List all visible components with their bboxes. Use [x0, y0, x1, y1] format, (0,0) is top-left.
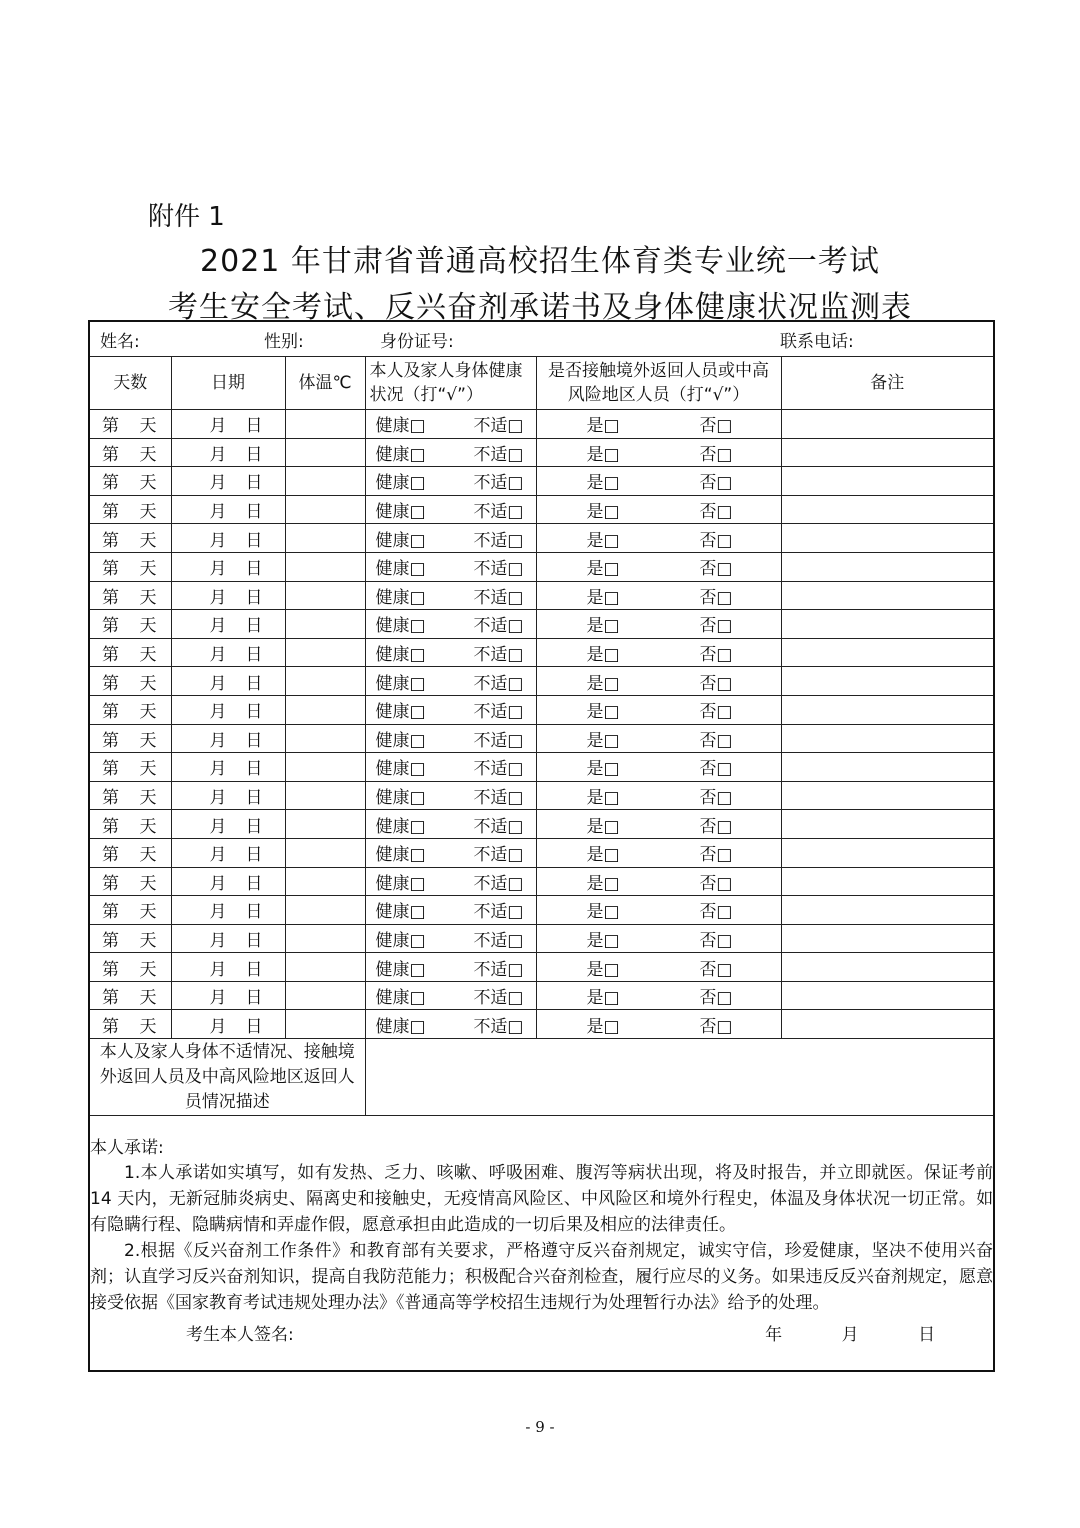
month-label: 月: [209, 873, 227, 894]
promise-title: 本人承诺:: [90, 1138, 164, 1159]
day-suffix: 天: [139, 788, 157, 809]
no-checkbox[interactable]: 否□: [699, 645, 733, 666]
month-label: 月: [209, 902, 227, 923]
title-line-2: 考生安全考试、反兴奋剂承诺书及身体健康状况监测表: [168, 290, 912, 325]
temp-cell[interactable]: [285, 867, 365, 896]
month-label: 月: [209, 416, 227, 437]
day-label: 日: [245, 702, 263, 723]
yes-checkbox[interactable]: 是□: [586, 673, 620, 694]
unwell-checkbox[interactable]: 不适□: [473, 416, 524, 437]
day-prefix: 第: [102, 873, 119, 894]
month-label: 月: [209, 730, 227, 751]
month-label: 月: [209, 530, 227, 551]
healthy-checkbox[interactable]: 健康□: [375, 930, 426, 951]
table-row: [89, 810, 994, 839]
remark-cell[interactable]: [781, 552, 994, 581]
unwell-checkbox[interactable]: 不适□: [473, 444, 524, 465]
signature-label: 考生本人签名:: [186, 1325, 294, 1346]
day-suffix: 天: [139, 816, 157, 837]
yes-checkbox[interactable]: 是□: [586, 816, 620, 837]
yes-checkbox[interactable]: 是□: [586, 759, 620, 780]
day-label: 日: [245, 502, 263, 523]
month-label: 月: [209, 673, 227, 694]
day-label: 日: [245, 559, 263, 580]
temp-cell[interactable]: [285, 953, 365, 982]
day-prefix: 第: [102, 473, 119, 494]
table-row: [89, 953, 994, 982]
no-checkbox[interactable]: 否□: [699, 702, 733, 723]
day-prefix: 第: [102, 416, 119, 437]
day-prefix: 第: [102, 759, 119, 780]
remark-cell[interactable]: [781, 781, 994, 810]
remark-cell[interactable]: [781, 724, 994, 753]
day-suffix: 天: [139, 616, 157, 637]
remark-cell[interactable]: [781, 524, 994, 553]
day-suffix: 天: [139, 502, 157, 523]
temp-cell[interactable]: [285, 581, 365, 610]
header-contact: 是否接触境外返回人员或中高风险地区人员（打“√”）: [548, 361, 769, 405]
no-checkbox[interactable]: 否□: [699, 1016, 733, 1037]
day-prefix: 第: [102, 702, 119, 723]
title-line-1: 2021 年甘肃省普通高校招生体育类专业统一考试: [200, 244, 880, 279]
no-checkbox[interactable]: 否□: [699, 530, 733, 551]
day-prefix: 第: [102, 816, 119, 837]
temp-cell[interactable]: [285, 1010, 365, 1039]
description-row: [89, 1039, 994, 1116]
day-label: 日: [245, 416, 263, 437]
day-suffix: 天: [139, 673, 157, 694]
day-label: 日: [245, 645, 263, 666]
temp-cell[interactable]: [285, 610, 365, 639]
healthy-checkbox[interactable]: 健康□: [375, 816, 426, 837]
yes-checkbox[interactable]: 是□: [586, 444, 620, 465]
sign-year: 年: [765, 1325, 783, 1346]
healthy-checkbox[interactable]: 健康□: [375, 645, 426, 666]
temp-cell[interactable]: [285, 410, 365, 439]
month-label: 月: [209, 759, 227, 780]
yes-checkbox[interactable]: 是□: [586, 616, 620, 637]
temp-cell[interactable]: [285, 838, 365, 867]
month-label: 月: [209, 616, 227, 637]
day-label: 日: [245, 730, 263, 751]
month-label: 月: [209, 959, 227, 980]
header-date: 日期: [171, 357, 285, 410]
day-prefix: 第: [102, 559, 119, 580]
signature-line: [90, 1320, 993, 1350]
promise-row: [89, 1116, 994, 1372]
unwell-checkbox[interactable]: 不适□: [473, 930, 524, 951]
healthy-checkbox[interactable]: 健康□: [375, 702, 426, 723]
no-checkbox[interactable]: 否□: [699, 788, 733, 809]
remark-cell[interactable]: [781, 1010, 994, 1039]
day-prefix: 第: [102, 788, 119, 809]
day-label: 日: [245, 1016, 263, 1037]
temp-cell[interactable]: [285, 896, 365, 925]
healthy-checkbox[interactable]: 健康□: [375, 616, 426, 637]
yes-checkbox[interactable]: 是□: [586, 530, 620, 551]
yes-checkbox[interactable]: 是□: [586, 988, 620, 1009]
remark-cell[interactable]: [781, 896, 994, 925]
yes-checkbox[interactable]: 是□: [586, 1016, 620, 1037]
temp-cell[interactable]: [285, 667, 365, 696]
yes-checkbox[interactable]: 是□: [586, 645, 620, 666]
table-row: [89, 896, 994, 925]
healthy-checkbox[interactable]: 健康□: [375, 759, 426, 780]
remark-cell[interactable]: [781, 838, 994, 867]
no-checkbox[interactable]: 否□: [699, 930, 733, 951]
healthy-checkbox[interactable]: 健康□: [375, 1016, 426, 1037]
unwell-checkbox[interactable]: 不适□: [473, 845, 524, 866]
page-number: - 9 -: [525, 1418, 555, 1436]
day-suffix: 天: [139, 645, 157, 666]
healthy-checkbox[interactable]: 健康□: [375, 988, 426, 1009]
month-label: 月: [209, 930, 227, 951]
day-suffix: 天: [139, 759, 157, 780]
table-row: [89, 695, 994, 724]
table-row: [89, 924, 994, 953]
temp-cell[interactable]: [285, 924, 365, 953]
header-remark: 备注: [781, 357, 994, 410]
remark-cell[interactable]: [781, 610, 994, 639]
unwell-checkbox[interactable]: 不适□: [473, 873, 524, 894]
day-suffix: 天: [139, 473, 157, 494]
yes-checkbox[interactable]: 是□: [586, 702, 620, 723]
day-suffix: 天: [139, 587, 157, 608]
promise-item-1: 1.本人承诺如实填写，如有发热、乏力、咳嗽、呼吸困难、腹泻等病状出现，将及时报告，并立即就医。保证考前 14 天内，无新冠肺炎病史、隔离史和接触史，无疫情高风险区、中风险区和境外行程史，体温及身体状况一切正常。如有隐瞒行程、隐瞒病情和弄虚作假，愿意承担由此造成的一切后果及相应的法律责任。: [90, 1163, 994, 1236]
day-suffix: 天: [139, 444, 157, 465]
header-temp: 体温℃: [285, 357, 365, 410]
healthy-checkbox[interactable]: 健康□: [375, 559, 426, 580]
yes-checkbox[interactable]: 是□: [586, 473, 620, 494]
table-row: [89, 495, 994, 524]
yes-checkbox[interactable]: 是□: [586, 902, 620, 923]
table-row: [89, 552, 994, 581]
day-prefix: 第: [102, 444, 119, 465]
temp-cell[interactable]: [285, 810, 365, 839]
remark-cell[interactable]: [781, 438, 994, 467]
month-label: 月: [209, 502, 227, 523]
month-label: 月: [209, 559, 227, 580]
no-checkbox[interactable]: 否□: [699, 444, 733, 465]
no-checkbox[interactable]: 否□: [699, 902, 733, 923]
table-row: [89, 410, 994, 439]
unwell-checkbox[interactable]: 不适□: [473, 702, 524, 723]
promise-item-2: 2.根据《反兴奋剂工作条件》和教育部有关要求，严格遵守反兴奋剂规定，诚实守信，珍爱健康，坚决不使用兴奋剂；认直学习反兴奋剂知识，提高自我防范能力；积极配合兴奋剂检查，履行应尽的义务。如果违反反兴奋剂规定，愿意接受依据《国家教育考试违规处理办法》《普通高等学校招生违规行为处理暂行办法》给予的处理。: [90, 1241, 994, 1314]
no-checkbox[interactable]: 否□: [699, 988, 733, 1009]
healthy-checkbox[interactable]: 健康□: [375, 502, 426, 523]
day-label: 日: [245, 788, 263, 809]
remark-cell[interactable]: [781, 581, 994, 610]
no-checkbox[interactable]: 否□: [699, 473, 733, 494]
no-checkbox[interactable]: 否□: [699, 673, 733, 694]
day-suffix: 天: [139, 530, 157, 551]
day-prefix: 第: [102, 730, 119, 751]
no-checkbox[interactable]: 否□: [699, 502, 733, 523]
day-prefix: 第: [102, 616, 119, 637]
day-label: 日: [245, 845, 263, 866]
table-row: [89, 638, 994, 667]
id-label: 身份证号:: [380, 331, 454, 352]
day-label: 日: [245, 873, 263, 894]
table-row: [89, 867, 994, 896]
table-row: [89, 753, 994, 782]
healthy-checkbox[interactable]: 健康□: [375, 873, 426, 894]
no-checkbox[interactable]: 否□: [699, 559, 733, 580]
table-row: [89, 610, 994, 639]
yes-checkbox[interactable]: 是□: [586, 416, 620, 437]
yes-checkbox[interactable]: 是□: [586, 873, 620, 894]
day-suffix: 天: [139, 959, 157, 980]
day-suffix: 天: [139, 559, 157, 580]
remark-cell[interactable]: [781, 810, 994, 839]
day-label: 日: [245, 930, 263, 951]
yes-checkbox[interactable]: 是□: [586, 930, 620, 951]
yes-checkbox[interactable]: 是□: [586, 730, 620, 751]
name-label: 姓名:: [100, 331, 140, 352]
day-prefix: 第: [102, 930, 119, 951]
day-label: 日: [245, 473, 263, 494]
day-suffix: 天: [139, 730, 157, 751]
day-suffix: 天: [139, 988, 157, 1009]
month-label: 月: [209, 473, 227, 494]
day-label: 日: [245, 587, 263, 608]
healthy-checkbox[interactable]: 健康□: [375, 473, 426, 494]
month-label: 月: [209, 444, 227, 465]
month-label: 月: [209, 816, 227, 837]
unwell-checkbox[interactable]: 不适□: [473, 673, 524, 694]
day-label: 日: [245, 902, 263, 923]
temp-cell[interactable]: [285, 552, 365, 581]
unwell-checkbox[interactable]: 不适□: [473, 816, 524, 837]
remark-cell[interactable]: [781, 953, 994, 982]
yes-checkbox[interactable]: 是□: [586, 788, 620, 809]
table-row: [89, 838, 994, 867]
day-label: 日: [245, 816, 263, 837]
day-prefix: 第: [102, 673, 119, 694]
no-checkbox[interactable]: 否□: [699, 416, 733, 437]
no-checkbox[interactable]: 否□: [699, 616, 733, 637]
month-label: 月: [209, 645, 227, 666]
healthy-checkbox[interactable]: 健康□: [375, 673, 426, 694]
sign-day: 日: [918, 1325, 936, 1346]
day-prefix: 第: [102, 530, 119, 551]
day-prefix: 第: [102, 988, 119, 1009]
temp-cell[interactable]: [285, 638, 365, 667]
day-suffix: 天: [139, 930, 157, 951]
unwell-checkbox[interactable]: 不适□: [473, 1016, 524, 1037]
remark-cell[interactable]: [781, 924, 994, 953]
attachment-label: 附件 1: [148, 202, 225, 232]
table-row: [89, 667, 994, 696]
temp-cell[interactable]: [285, 781, 365, 810]
day-prefix: 第: [102, 845, 119, 866]
day-prefix: 第: [102, 902, 119, 923]
unwell-checkbox[interactable]: 不适□: [473, 645, 524, 666]
month-label: 月: [209, 587, 227, 608]
day-suffix: 天: [139, 702, 157, 723]
remark-cell[interactable]: [781, 981, 994, 1010]
table-row: [89, 581, 994, 610]
unwell-checkbox[interactable]: 不适□: [473, 730, 524, 751]
unwell-checkbox[interactable]: 不适□: [473, 559, 524, 580]
unwell-checkbox[interactable]: 不适□: [473, 587, 524, 608]
table-row: [89, 467, 994, 496]
day-prefix: 第: [102, 502, 119, 523]
day-prefix: 第: [102, 587, 119, 608]
healthy-checkbox[interactable]: 健康□: [375, 444, 426, 465]
unwell-checkbox[interactable]: 不适□: [473, 502, 524, 523]
temp-cell[interactable]: [285, 724, 365, 753]
unwell-checkbox[interactable]: 不适□: [473, 788, 524, 809]
day-suffix: 天: [139, 902, 157, 923]
remark-cell[interactable]: [781, 867, 994, 896]
month-label: 月: [209, 702, 227, 723]
healthy-checkbox[interactable]: 健康□: [375, 788, 426, 809]
day-label: 日: [245, 616, 263, 637]
temp-cell[interactable]: [285, 695, 365, 724]
unwell-checkbox[interactable]: 不适□: [473, 530, 524, 551]
description-label: 本人及家人身体不适情况、接触境外返回人员及中高风险地区返回人员情况描述: [99, 1041, 355, 1112]
temp-cell[interactable]: [285, 495, 365, 524]
day-suffix: 天: [139, 1016, 157, 1037]
gender-label: 性别:: [264, 331, 304, 352]
healthy-checkbox[interactable]: 健康□: [375, 902, 426, 923]
phone-label: 联系电话:: [780, 331, 854, 352]
temp-cell[interactable]: [285, 981, 365, 1010]
remark-cell[interactable]: [781, 667, 994, 696]
remark-cell[interactable]: [781, 695, 994, 724]
healthy-checkbox[interactable]: 健康□: [375, 845, 426, 866]
day-suffix: 天: [139, 416, 157, 437]
no-checkbox[interactable]: 否□: [699, 873, 733, 894]
month-label: 月: [209, 788, 227, 809]
healthy-checkbox[interactable]: 健康□: [375, 587, 426, 608]
no-checkbox[interactable]: 否□: [699, 959, 733, 980]
month-label: 月: [209, 1016, 227, 1037]
table-row: [89, 981, 994, 1010]
yes-checkbox[interactable]: 是□: [586, 959, 620, 980]
day-label: 日: [245, 673, 263, 694]
table-row: [89, 724, 994, 753]
day-prefix: 第: [102, 1016, 119, 1037]
month-label: 月: [209, 988, 227, 1009]
remark-cell[interactable]: [781, 638, 994, 667]
unwell-checkbox[interactable]: 不适□: [473, 473, 524, 494]
healthy-checkbox[interactable]: 健康□: [375, 530, 426, 551]
temp-cell[interactable]: [285, 753, 365, 782]
no-checkbox[interactable]: 否□: [699, 587, 733, 608]
unwell-checkbox[interactable]: 不适□: [473, 959, 524, 980]
sign-month: 月: [841, 1325, 859, 1346]
table-row: [89, 781, 994, 810]
day-prefix: 第: [102, 645, 119, 666]
healthy-checkbox[interactable]: 健康□: [375, 959, 426, 980]
unwell-checkbox[interactable]: 不适□: [473, 988, 524, 1009]
info-row: [89, 321, 994, 357]
description-cell[interactable]: [365, 1039, 994, 1116]
day-label: 日: [245, 988, 263, 1009]
table-row: [89, 524, 994, 553]
day-suffix: 天: [139, 845, 157, 866]
header-days: 天数: [89, 357, 171, 410]
table-row: [89, 1010, 994, 1039]
unwell-checkbox[interactable]: 不适□: [473, 902, 524, 923]
remark-cell[interactable]: [781, 410, 994, 439]
yes-checkbox[interactable]: 是□: [586, 559, 620, 580]
day-label: 日: [245, 759, 263, 780]
remark-cell[interactable]: [781, 753, 994, 782]
no-checkbox[interactable]: 否□: [699, 730, 733, 751]
remark-cell[interactable]: [781, 495, 994, 524]
month-label: 月: [209, 845, 227, 866]
yes-checkbox[interactable]: 是□: [586, 845, 620, 866]
healthy-checkbox[interactable]: 健康□: [375, 416, 426, 437]
day-label: 日: [245, 959, 263, 980]
unwell-checkbox[interactable]: 不适□: [473, 616, 524, 637]
yes-checkbox[interactable]: 是□: [586, 587, 620, 608]
no-checkbox[interactable]: 否□: [699, 816, 733, 837]
header-health: 本人及家人身体健康状况（打“√”）: [369, 361, 523, 405]
temp-cell[interactable]: [285, 524, 365, 553]
day-suffix: 天: [139, 873, 157, 894]
table-row: [89, 438, 994, 467]
day-label: 日: [245, 444, 263, 465]
day-label: 日: [245, 530, 263, 551]
day-prefix: 第: [102, 959, 119, 980]
yes-checkbox[interactable]: 是□: [586, 502, 620, 523]
no-checkbox[interactable]: 否□: [699, 845, 733, 866]
header-row: [89, 357, 994, 410]
temp-cell[interactable]: [285, 438, 365, 467]
unwell-checkbox[interactable]: 不适□: [473, 759, 524, 780]
health-monitor-table: [88, 320, 995, 1372]
healthy-checkbox[interactable]: 健康□: [375, 730, 426, 751]
temp-cell[interactable]: [285, 467, 365, 496]
remark-cell[interactable]: [781, 467, 994, 496]
no-checkbox[interactable]: 否□: [699, 759, 733, 780]
